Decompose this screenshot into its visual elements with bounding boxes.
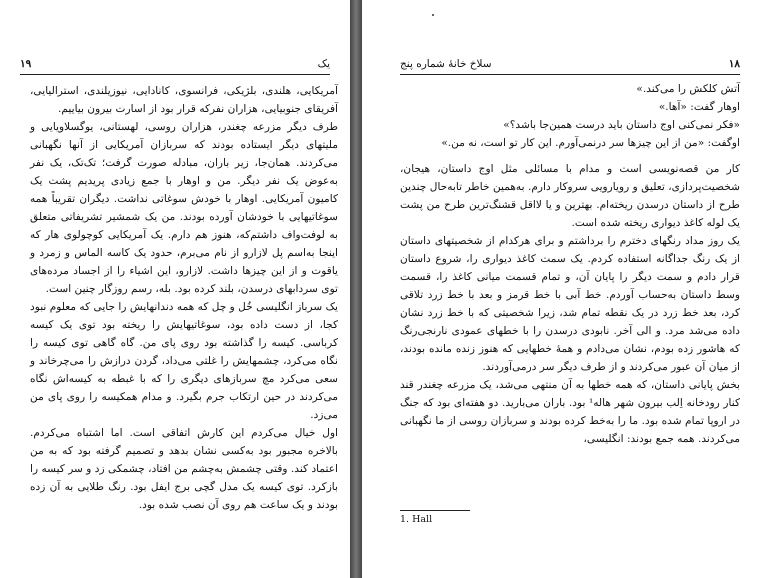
right-paragraph-4: اوگفت: «من از این چیزها سر درنمی‌آورم. این کار تو است، نه من.»	[441, 137, 740, 149]
right-running-title: سلاخ خانهٔ شماره پنج	[400, 58, 492, 70]
left-page-body	[30, 82, 338, 514]
left-paragraph-2: طرف دیگر مزرعه چغندر، هزاران روسی، لهستانی، یوگسلاویایی و ملیتهای دیگر ایستاده بودند که سربازان آمریکایی از آنها نگهبانی می‌کردند. همان‌جا، زیر باران، مبادله صورت گرفت؛ تک‌تک، یک نفر به‌عوض یک نفر دیگر. من و اوهار با جمع زیادی پریدیم پشت یک کامیون آمریکایی. اوهار با خودش سوغاتی نداشت. دیگران تقریباً همه سوغاتیهایی با خودشان آورده بودند. من یک شمشیر تشریفاتی متعلق به لوفت‌واف داشتم‌که، هنوز هم دارم. یک آمریکایی کوچولوی هار که اینجا به‌اسم پل لازارو از نام می‌برم، حدود یک کاسه الماس و زمرد و یاقوت و از این چیزها داشت. لازارو، این اشیاء را از اجساد مرده‌های توی سردابهای درسدن، بلند کرده بود. بله، رسم روزگار چنین است.	[30, 121, 338, 295]
footnote-rule	[400, 510, 470, 511]
right-paragraph-2: اوهار گفت: «آها.»	[658, 101, 740, 113]
right-paragraph-5: کار من قصه‌نویسی است و مدام با مسائلی مثل اوج داستان، هیجان، شخصیت‌پردازی، تعلیق و رویارویی سروکار دارم. به‌همین خاطر تابه‌حال چندین طرح از داستان درسدن ریخته‌ام. بهترین و یا لااقل قشنگ‌ترین طرح من پشت یک لوله کاغذ دیواری ریخته شده است.	[400, 163, 740, 229]
left-page-number: ۱۹	[20, 58, 32, 70]
left-page	[0, 0, 350, 578]
right-paragraph-6: یک روز مداد رنگهای دخترم را برداشتم و برای هرکدام از شخصیتهای داستان از یک رنگ جداگانه استفاده کردم. یک سمت کاغذ دیواری را، شروع داستان قرار دادم و سمت دیگر را پایان آن، و تمام قسمت میانی کاغذ را، قسمت وسط داستان به‌حساب آوردم. خط آبی با خط قرمز و بعد با خط زرد تلاقی کرد، بعد خط زرد در یک نقطه تمام شد، زیرا شخصیتی که با خط زرد نشان داده می‌شد مرد. و الی آخر. نابودی درسدن را با خطهای عمودی نارنجی‌رنگ که هاشور زده بودم، نشان می‌دادم و همهٔ خطهایی که هنوز زنده مانده بودند، از میان آن عبور می‌کردند و از طرف دیگر سر درمی‌آوردند.	[400, 235, 740, 373]
right-paragraph-3: «فکر نمی‌کنی اوج داستان باید درست همین‌جا باشد؟»	[503, 119, 740, 131]
left-header-rule	[20, 74, 330, 75]
left-running-title: یک	[317, 58, 330, 70]
right-paragraph-7: بخش پایانی داستان، که همه خطها به آن منتهی می‌شد، یک مزرعه چغندر قند کنار رودخانه اِلب بیرون شهر هاله¹ بود. باران می‌بارید. دو هفته‌ای بود که جنگ در اروپا تمام شده بود. ما را به‌خط کرده بودند و سربازان روسی از ما نگهبانی می‌کردند. همه جمع بودند: انگلیسی،	[400, 379, 740, 445]
book-gutter	[350, 0, 362, 578]
right-paragraph-1: آتش کلکش را می‌کند.»	[636, 83, 740, 95]
right-page-number: ۱۸	[728, 58, 740, 70]
right-page-body	[400, 80, 740, 448]
left-paragraph-1: آمریکایی، هلندی، بلژیکی، فرانسوی، کانادایی، نیوزیلندی، استرالیایی، آفریقای جنوبیایی، هزاران نفرکه قرار بود از اسارت بیرون بیاییم.	[30, 85, 338, 115]
right-page	[362, 0, 768, 578]
left-paragraph-4: اول خیال می‌کردم این کارش اتفاقی است. اما اشتباه می‌کردم. بالاخره مجبور بود به‌کسی نشان بدهد و تصمیم گرفته بود که به من اعتماد کند. وقتی چشمش به‌چشم من افتاد، چشمکی زد و سر کیسه را بازکرد. توی کیسه یک مدل گچی برج ایفل بود. رنگ طلایی به آن زده بودند و یک ساعت هم روی آن نصب شده بود.	[30, 427, 338, 511]
footnote: 1. Hall	[400, 514, 433, 525]
right-header-rule	[400, 74, 740, 75]
right-page-header	[400, 58, 740, 72]
page-speck	[432, 14, 434, 16]
left-paragraph-3: یک سرباز انگلیسی خُل و چل که همه دندانهایش را جایی که معلوم نبود کجا، از دست داده بود، سوغاتیهایش را ریخته بود توی یک کیسه کرباسی. کیسه را گذاشته بود روی پای من. گاه گاهی توی کیسه را نگاه می‌کرد، چشمهایش را غلتی می‌داد، گردن درازش را می‌چرخاند و سعی می‌کرد مچ سربازهای دیگری را که با غبطه به کیسه‌اش نگاه می‌کردند در حین ارتکاب جرم بگیرد. و مدام همکیسه را روی پای من می‌زد.	[30, 301, 338, 421]
left-page-header	[20, 58, 330, 72]
